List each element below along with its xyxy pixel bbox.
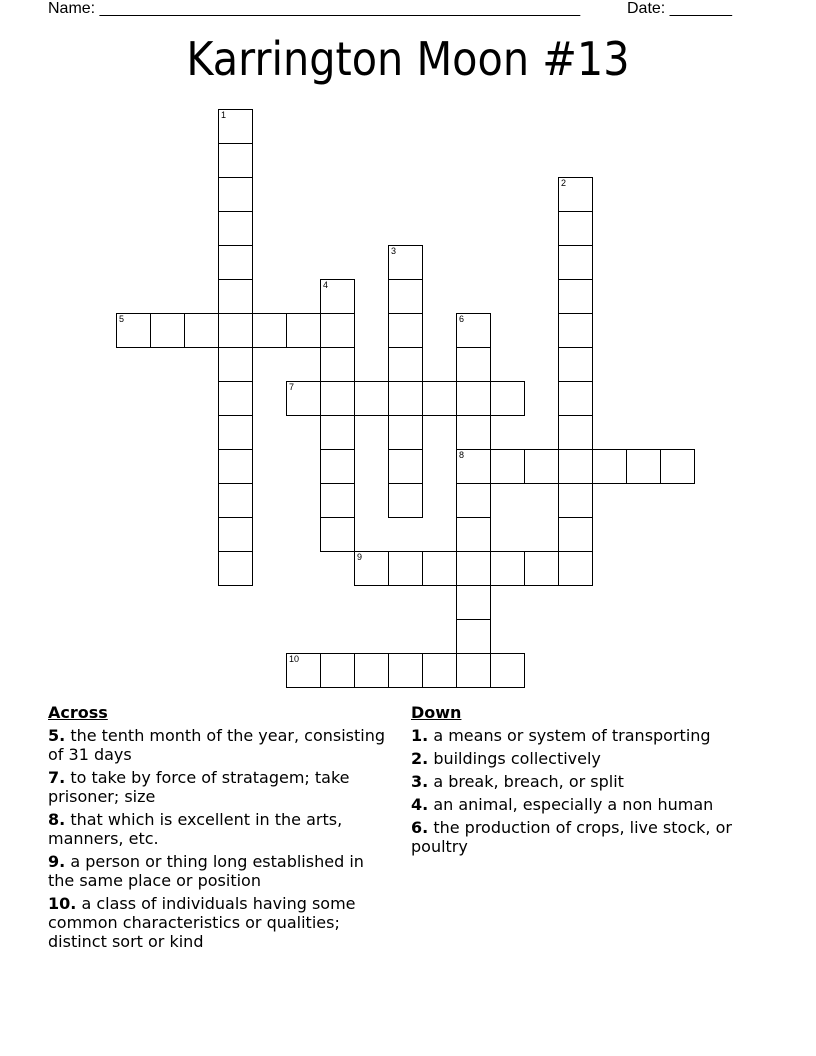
grid-cell[interactable]: [388, 415, 423, 450]
name-line: ______________________________________________________: [99, 0, 581, 17]
grid-cell[interactable]: [490, 381, 525, 416]
page-title: Karrington Moon #13: [186, 32, 630, 86]
grid-cell[interactable]: [524, 551, 559, 586]
grid-cell[interactable]: [354, 381, 389, 416]
grid-cell[interactable]: [388, 347, 423, 382]
grid-cell[interactable]: [354, 551, 389, 586]
down-clue: [411, 795, 761, 814]
grid-cell[interactable]: [456, 347, 491, 382]
grid-cell[interactable]: [558, 211, 593, 246]
clue-text: the production of crops, live stock, or poultry: [411, 818, 732, 856]
grid-cell[interactable]: [184, 313, 219, 348]
grid-cell[interactable]: [320, 483, 355, 518]
down-clues: [411, 703, 761, 860]
grid-cell[interactable]: [422, 653, 457, 688]
grid-cell[interactable]: [558, 415, 593, 450]
grid-cell[interactable]: [218, 347, 253, 382]
grid-cell[interactable]: [456, 381, 491, 416]
date-label: Date:: [627, 0, 666, 17]
cell-number: 8: [459, 450, 465, 460]
grid-cell[interactable]: [218, 415, 253, 450]
grid-cell[interactable]: [218, 109, 253, 144]
grid-cell[interactable]: [320, 279, 355, 314]
across-clue: [48, 810, 393, 848]
grid-cell[interactable]: [218, 143, 253, 178]
grid-cell[interactable]: [218, 449, 253, 484]
across-clue: [48, 726, 393, 764]
clue-text: a class of individuals having some common characteristics or qualities; distinct sort or kind: [48, 894, 356, 951]
grid-cell[interactable]: [320, 517, 355, 552]
clue-text: buildings collectively: [433, 749, 601, 768]
grid-cell[interactable]: [354, 653, 389, 688]
grid-cell[interactable]: [456, 551, 491, 586]
grid-cell[interactable]: [252, 313, 287, 348]
clue-text: an animal, especially a non human: [433, 795, 714, 814]
cell-number: 2: [561, 178, 567, 188]
clue-number: 7.: [48, 768, 66, 787]
across-heading: Across: [48, 703, 108, 722]
grid-cell[interactable]: [286, 381, 321, 416]
grid-cell[interactable]: [558, 313, 593, 348]
cell-number: 4: [323, 280, 329, 290]
clue-number: 1.: [411, 726, 429, 745]
clue-number: 5.: [48, 726, 66, 745]
grid-cell[interactable]: [558, 551, 593, 586]
date-line: _______: [669, 0, 732, 17]
clue-text: a person or thing long established in the same place or position: [48, 852, 364, 890]
grid-cell[interactable]: [218, 517, 253, 552]
grid-cell[interactable]: [456, 415, 491, 450]
cell-number: 6: [459, 314, 465, 324]
name-field[interactable]: [48, 0, 580, 18]
grid-cell[interactable]: [490, 551, 525, 586]
cell-number: 10: [289, 654, 300, 664]
grid-cell[interactable]: [388, 483, 423, 518]
grid-cell[interactable]: [218, 177, 253, 212]
grid-cell[interactable]: [218, 551, 253, 586]
date-field[interactable]: [627, 0, 732, 18]
grid-cell[interactable]: [320, 313, 355, 348]
grid-cell[interactable]: [150, 313, 185, 348]
clue-text: to take by force of stratagem; take prisoner; size: [48, 768, 350, 806]
grid-cell[interactable]: [660, 449, 695, 484]
across-clues: [48, 703, 393, 955]
grid-cell[interactable]: [388, 381, 423, 416]
grid-cell[interactable]: [626, 449, 661, 484]
clue-number: 2.: [411, 749, 429, 768]
grid-cell[interactable]: [388, 245, 423, 280]
grid-cell[interactable]: [558, 517, 593, 552]
grid-cell[interactable]: [218, 381, 253, 416]
grid-cell[interactable]: [218, 279, 253, 314]
grid-cell[interactable]: [490, 449, 525, 484]
grid-cell[interactable]: [422, 551, 457, 586]
grid-cell[interactable]: [388, 449, 423, 484]
grid-cell[interactable]: [456, 313, 491, 348]
down-heading: Down: [411, 703, 462, 722]
grid-cell[interactable]: [456, 517, 491, 552]
grid-cell[interactable]: [388, 653, 423, 688]
clue-number: 3.: [411, 772, 429, 791]
grid-cell[interactable]: [218, 245, 253, 280]
grid-cell[interactable]: [218, 211, 253, 246]
clue-text: a means or system of transporting: [433, 726, 711, 745]
grid-cell[interactable]: [422, 381, 457, 416]
clue-text: that which is excellent in the arts, manners, etc.: [48, 810, 343, 848]
grid-cell[interactable]: [558, 381, 593, 416]
grid-cell[interactable]: [116, 313, 151, 348]
grid-cell[interactable]: [524, 449, 559, 484]
grid-cell[interactable]: [558, 449, 593, 484]
grid-cell[interactable]: [456, 653, 491, 688]
grid-cell[interactable]: [286, 313, 321, 348]
grid-cell[interactable]: [592, 449, 627, 484]
grid-cell[interactable]: [388, 551, 423, 586]
cell-number: 1: [221, 110, 227, 120]
clue-text: a break, breach, or split: [433, 772, 624, 791]
grid-cell[interactable]: [320, 415, 355, 450]
clue-text: the tenth month of the year, consisting of 31 days: [48, 726, 386, 764]
cell-number: 7: [289, 382, 295, 392]
grid-cell[interactable]: [388, 279, 423, 314]
cell-number: 5: [119, 314, 125, 324]
grid-cell[interactable]: [558, 177, 593, 212]
grid-cell[interactable]: [218, 483, 253, 518]
clue-number: 4.: [411, 795, 429, 814]
grid-cell[interactable]: [456, 619, 491, 654]
grid-cell[interactable]: [456, 449, 491, 484]
across-clue: [48, 768, 393, 806]
name-label: Name:: [48, 0, 96, 17]
grid-cell[interactable]: [320, 653, 355, 688]
grid-cell[interactable]: [558, 347, 593, 382]
grid-cell[interactable]: [456, 483, 491, 518]
grid-cell[interactable]: [218, 313, 253, 348]
grid-cell[interactable]: [286, 653, 321, 688]
grid-cell[interactable]: [320, 381, 355, 416]
grid-cell[interactable]: [558, 245, 593, 280]
across-clue: [48, 852, 393, 890]
grid-cell[interactable]: [456, 585, 491, 620]
grid-cell[interactable]: [320, 347, 355, 382]
down-clue: [411, 726, 761, 745]
grid-cell[interactable]: [558, 279, 593, 314]
grid-cell[interactable]: [558, 483, 593, 518]
grid-cell[interactable]: [320, 449, 355, 484]
clue-number: 10.: [48, 894, 77, 913]
clue-number: 8.: [48, 810, 66, 829]
across-clue: [48, 894, 393, 951]
down-clue: [411, 818, 761, 856]
clue-number: 6.: [411, 818, 429, 837]
down-clue: [411, 772, 761, 791]
clue-number: 9.: [48, 852, 66, 871]
down-clue: [411, 749, 761, 768]
cell-number: 9: [357, 552, 363, 562]
cell-number: 3: [391, 246, 397, 256]
grid-cell[interactable]: [388, 313, 423, 348]
grid-cell[interactable]: [490, 653, 525, 688]
